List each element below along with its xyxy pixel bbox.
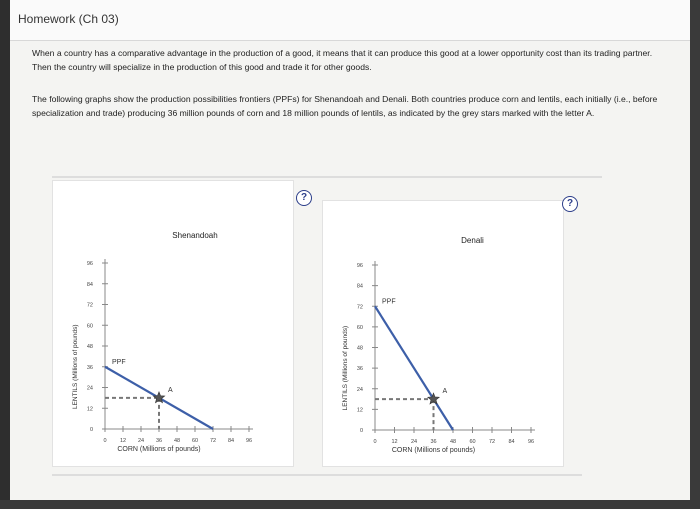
x-axis-label: CORN (Millions of pounds) [117,446,201,453]
x-tick-label: 60 [469,439,476,445]
x-tick-label: 48 [173,438,181,444]
denali-chart-panel [322,200,564,467]
y-axis-label: LENTILS (Millions of pounds) [342,325,349,411]
y-tick-label: 60 [86,323,93,330]
y-tick-label: 24 [86,385,93,392]
y-tick-label: 84 [356,283,363,290]
y-tick-label: 72 [86,302,93,309]
ppf-line [375,306,453,430]
x-tick-label: 36 [430,439,437,445]
ppf-label: PPF [112,358,126,366]
y-tick-label: 84 [86,281,93,288]
shenandoah-chart [53,181,293,466]
chart-title: Shenandoah [172,231,218,240]
y-tick-label: 60 [356,324,363,331]
y-tick-label: 0 [89,427,93,433]
y-tick-label: 0 [359,428,363,434]
y-tick-label: 12 [86,406,93,413]
y-tick-label: 48 [356,345,363,352]
x-tick-label: 48 [449,439,457,445]
y-tick-label: 96 [356,263,363,269]
x-tick-label: 0 [103,438,107,444]
shenandoah-chart-panel [52,180,294,467]
x-tick-label: 84 [508,439,515,445]
intro-paragraph: When a country has a comparative advantage in the production of a good, it means that it can produce this good at a lower opportunity cost than its trading partner. Then the country will specialize in the production of this good and trade it for other goods. [32,48,653,72]
x-tick-label: 0 [373,439,377,445]
x-tick-label: 72 [488,439,496,445]
x-axis-label: CORN (Millions of pounds) [391,447,476,454]
top-divider [52,176,602,178]
x-tick-label: 60 [191,438,199,444]
x-tick-label: 24 [137,438,145,444]
bottom-divider [52,474,582,476]
page-header [10,0,690,41]
x-tick-label: 36 [155,438,163,444]
x-tick-label: 96 [245,438,253,444]
x-tick-label: 24 [410,439,418,445]
y-tick-label: 96 [86,261,93,267]
ppf-label: PPF [382,298,396,306]
x-tick-label: 12 [119,438,127,444]
x-tick-label: 84 [227,438,235,444]
point-label: A [168,386,173,394]
instructions-paragraph: The following graphs show the production possibilities frontiers (PPFs) for Shenandoah and Denali. Both countries produce corn and lentils, each initially (i.e., before specialization and trade) producing 36 million pounds of corn and 18 million pounds of lentils, as indicated by the grey stars marked with the letter A. [32,94,658,118]
help-icon[interactable]: ? [296,190,312,206]
help-icon[interactable]: ? [562,196,578,212]
y-tick-label: 12 [356,407,363,414]
y-tick-label: 24 [356,386,363,393]
y-tick-label: 36 [86,364,93,371]
x-tick-label: 96 [527,439,535,445]
chart-title: Denali [461,236,484,245]
point-label: A [442,388,448,396]
x-tick-label: 12 [391,439,398,445]
x-tick-label: 72 [209,438,217,444]
y-tick-label: 36 [356,366,363,373]
denali-chart [323,201,563,466]
y-tick-label: 48 [86,344,93,350]
y-axis-label: LENTILS (Millions of pounds) [72,324,79,410]
y-tick-label: 72 [356,304,363,311]
page-title: Homework (Ch 03) [18,12,119,26]
